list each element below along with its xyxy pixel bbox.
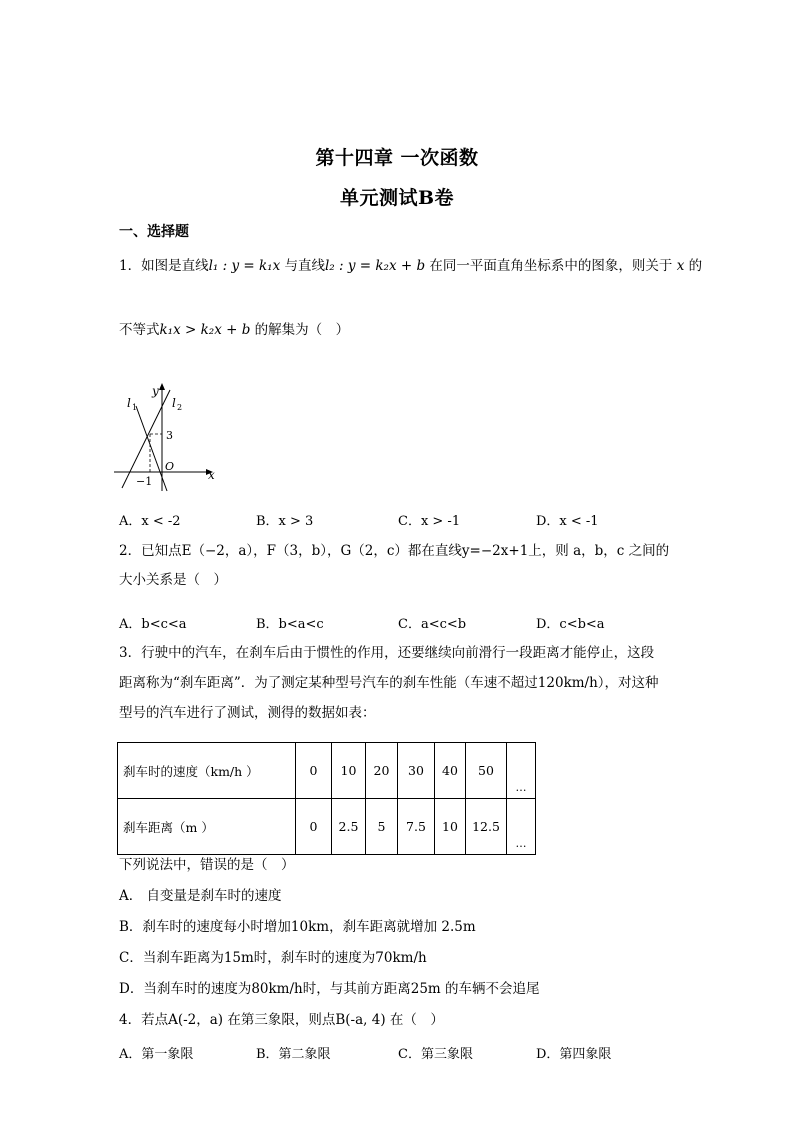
question-text: 如图是直线 — [141, 258, 209, 274]
q4-option-c[interactable]: C．第三象限 — [398, 1047, 473, 1062]
table-cell: 0 — [296, 799, 332, 855]
table-row-header: 刹车距离（m ） — [118, 799, 296, 855]
data-table — [117, 742, 536, 855]
table-cell: 30 — [398, 743, 435, 799]
section-heading: 一、选择题 — [119, 224, 189, 240]
question-text: 不等式 — [119, 322, 160, 338]
table-row — [118, 743, 536, 799]
question-1-line-1 — [119, 256, 702, 276]
q1-option-c[interactable]: C．x > -1 — [398, 514, 461, 529]
q3-option-d[interactable]: D．当刹车时的速度为80km/h时，与其前方距离25m 的车辆不会追尾 — [119, 981, 540, 997]
q2-option-c[interactable]: C．a<c<b — [398, 617, 467, 632]
table-cell: … — [507, 799, 536, 855]
q4-option-b[interactable]: B．第二象限 — [256, 1047, 331, 1062]
inequality: k₁x > k₂x + b — [159, 322, 251, 338]
question-text: 与直线 — [280, 258, 325, 274]
variable-x: x — [676, 258, 685, 274]
x-tick-neg1: −1 — [136, 475, 153, 488]
question-number: 1． — [119, 258, 142, 274]
line-l2-name: l₂ — [324, 258, 335, 274]
table-cell: 0 — [296, 743, 332, 799]
y-tick-3: 3 — [166, 429, 173, 442]
question-4-line-1: 4．若点A(-2，a) 在第三象限，则点B(-a, 4) 在（ ） — [119, 1012, 444, 1028]
x-axis-label: x — [208, 468, 215, 482]
q4-option-a[interactable]: A．第一象限 — [119, 1047, 194, 1062]
question-text: 的 — [684, 258, 703, 274]
table-row — [118, 799, 536, 855]
page-title: 第十四章 一次函数 — [315, 147, 479, 169]
q1-option-a[interactable]: A．x < -2 — [119, 514, 181, 529]
question-text: 的解集为（ ） — [250, 322, 350, 338]
question-text: 在同一平面直角坐标系中的图象，则关于 — [425, 258, 677, 274]
line-l1-name: l₁ — [208, 258, 219, 274]
table-cell: 5 — [366, 799, 398, 855]
table-cell: 20 — [366, 743, 398, 799]
table-cell: 7.5 — [398, 799, 435, 855]
question-1-line-2 — [119, 320, 349, 340]
table-cell: 40 — [435, 743, 466, 799]
l2-label: l — [172, 396, 176, 410]
y-axis-arrow-icon — [159, 383, 165, 390]
table-cell: … — [507, 743, 536, 799]
q3-option-c[interactable]: C．当刹车距离为15m时，刹车时的速度为70km/h — [119, 950, 427, 966]
origin-label: O — [165, 460, 175, 473]
table-row-header: 刹车时的速度（km/h ） — [118, 743, 296, 799]
line-l2-equation: : y = k₂x + b — [334, 258, 426, 274]
line-l1-equation: : y = k₁x — [218, 258, 281, 274]
question-3-line-1: 3．行驶中的汽车，在刹车后由于惯性的作用，还要继续向前滑行一段距离才能停止，这段 — [119, 645, 655, 661]
table-cell: 10 — [435, 799, 466, 855]
q1-option-b[interactable]: B．x > 3 — [256, 514, 314, 529]
q3-option-a[interactable]: A． 自变量是刹车时的速度 — [119, 888, 282, 904]
question-3-line-2: 距离称为“刹车距离”．为了测定某种型号汽车的刹车性能（车速不超过120km/h），对这种 — [119, 675, 659, 691]
table-cell: 12.5 — [466, 799, 507, 855]
graph-figure — [110, 378, 225, 496]
q1-option-d[interactable]: D．x < -1 — [536, 514, 599, 529]
question-2-line-1: 2．已知点E（−2，a），F（3，b），G（2，c）都在直线y=−2x+1上，则 a，b，c 之间的 — [119, 543, 670, 559]
q2-option-d[interactable]: D．c<b<a — [536, 617, 605, 632]
y-axis-label: y — [152, 384, 159, 398]
table-cell: 2.5 — [332, 799, 366, 855]
q3-option-b[interactable]: B．刹车时的速度每小时增加10km，刹车距离就增加 2.5m — [119, 919, 476, 935]
question-2-line-2: 大小关系是（ ） — [119, 572, 227, 588]
table-cell: 50 — [466, 743, 507, 799]
question-3-prompt: 下列说法中，错误的是（ ） — [119, 857, 295, 873]
l2-label-subscript: 2 — [177, 403, 183, 412]
q2-option-a[interactable]: A．b<c<a — [119, 617, 187, 632]
table-cell: 10 — [332, 743, 366, 799]
page-subtitle: 单元测试B卷 — [339, 187, 455, 209]
q4-option-d[interactable]: D．第四象限 — [536, 1047, 612, 1062]
l1-label-subscript: 1 — [132, 403, 138, 412]
q2-option-b[interactable]: B．b<a<c — [256, 617, 324, 632]
question-3-line-3: 型号的汽车进行了测试，测得的数据如表： — [119, 705, 376, 721]
l1-label: l — [127, 396, 131, 410]
